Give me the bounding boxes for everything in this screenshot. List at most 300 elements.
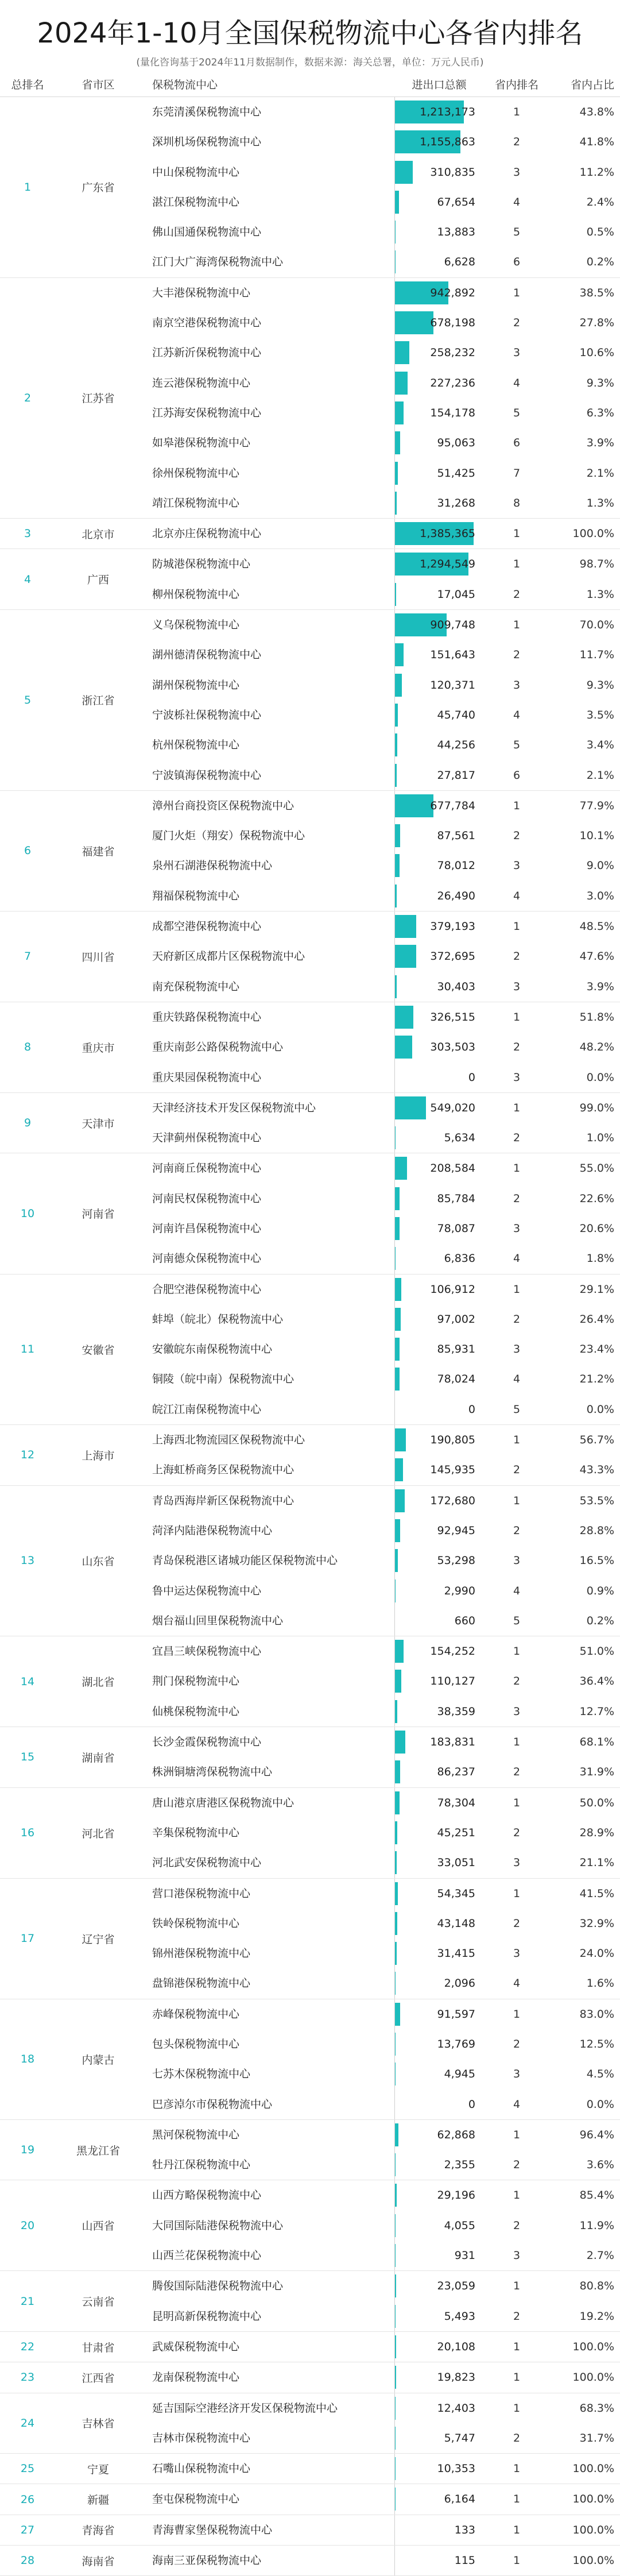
center-name: 赤峰保税物流中心 xyxy=(152,1999,239,2029)
center-name: 龙南保税物流中心 xyxy=(152,2362,239,2392)
bar-axis-line xyxy=(394,1425,395,1485)
province-group xyxy=(0,2180,620,2271)
province-share: 9.0% xyxy=(551,851,614,880)
group-total-rank: 24 xyxy=(0,2393,55,2454)
province-rank: 1 xyxy=(494,1425,540,1455)
center-name: 漳州台商投资区保税物流中心 xyxy=(152,791,294,821)
province-rank: 1 xyxy=(494,2271,540,2301)
trade-value: 2,096 xyxy=(395,1968,475,1998)
province-group xyxy=(0,2393,620,2454)
group-province: 海南省 xyxy=(55,2546,141,2575)
trade-value: 660 xyxy=(395,1606,475,1636)
group-province: 安徽省 xyxy=(55,1275,141,1424)
table-row xyxy=(0,338,620,368)
center-name: 上海西北物流园区保税物流中心 xyxy=(152,1425,305,1455)
bar-axis-line xyxy=(394,2393,395,2454)
trade-value: 0 xyxy=(395,1395,475,1424)
province-share: 26.4% xyxy=(551,1304,614,1334)
trade-value: 27,817 xyxy=(395,760,475,790)
province-share: 53.5% xyxy=(551,1486,614,1516)
province-share: 1.0% xyxy=(551,1123,614,1153)
province-rank: 1 xyxy=(494,2546,540,2575)
center-name: 中山保税物流中心 xyxy=(152,157,239,187)
group-province: 辽宁省 xyxy=(55,1879,141,1999)
table-row xyxy=(0,488,620,518)
province-rank: 4 xyxy=(494,187,540,217)
province-share: 51.0% xyxy=(551,1636,614,1666)
trade-value: 133 xyxy=(395,2515,475,2545)
center-name: 深圳机场保税物流中心 xyxy=(152,127,261,157)
province-share: 31.7% xyxy=(551,2423,614,2453)
province-share: 68.1% xyxy=(551,1727,614,1757)
bar-axis-line xyxy=(394,1727,395,1787)
province-share: 38.5% xyxy=(551,278,614,308)
trade-value: 154,178 xyxy=(395,398,475,428)
province-rank: 4 xyxy=(494,1968,540,1998)
province-rank: 6 xyxy=(494,428,540,458)
province-rank: 3 xyxy=(494,1334,540,1364)
province-share: 50.0% xyxy=(551,1788,614,1818)
center-name: 如皋港保税物流中心 xyxy=(152,428,250,458)
trade-value: 326,515 xyxy=(395,1002,475,1032)
group-total-rank: 8 xyxy=(0,1002,55,1092)
province-rank: 3 xyxy=(494,1546,540,1575)
province-share: 99.0% xyxy=(551,1093,614,1123)
province-share: 3.6% xyxy=(551,2150,614,2180)
table-row xyxy=(0,157,620,187)
province-rank: 3 xyxy=(494,851,540,880)
bar-axis-line xyxy=(394,2454,395,2484)
province-rank: 1 xyxy=(494,278,540,308)
center-name: 荆门保税物流中心 xyxy=(152,1666,239,1696)
group-total-rank: 14 xyxy=(0,1636,55,1727)
trade-value: 931 xyxy=(395,2241,475,2270)
trade-value: 38,359 xyxy=(395,1697,475,1727)
province-share: 85.4% xyxy=(551,2180,614,2210)
center-name: 天府新区成都片区保税物流中心 xyxy=(152,941,305,971)
group-province: 云南省 xyxy=(55,2271,141,2331)
province-share: 41.5% xyxy=(551,1879,614,1909)
center-name: 海南三亚保税物流中心 xyxy=(152,2546,261,2575)
trade-value: 942,892 xyxy=(395,278,475,308)
group-total-rank: 17 xyxy=(0,1879,55,1999)
group-province: 山东省 xyxy=(55,1486,141,1636)
table-row xyxy=(0,2332,620,2362)
trade-value: 208,584 xyxy=(395,1153,475,1183)
province-share: 100.0% xyxy=(551,2454,614,2484)
group-total-rank: 7 xyxy=(0,912,55,1002)
province-share: 100.0% xyxy=(551,2484,614,2514)
trade-value: 91,597 xyxy=(395,1999,475,2029)
center-name: 天津蓟州保税物流中心 xyxy=(152,1123,261,1153)
province-share: 0.2% xyxy=(551,247,614,277)
trade-value: 17,045 xyxy=(395,580,475,609)
province-rank: 7 xyxy=(494,458,540,488)
trade-value: 19,823 xyxy=(395,2362,475,2392)
province-group xyxy=(0,1788,620,1879)
group-province: 宁夏 xyxy=(55,2454,141,2484)
header-total-rank: 总排名 xyxy=(0,74,55,96)
province-share: 29.1% xyxy=(551,1275,614,1304)
province-share: 96.4% xyxy=(551,2120,614,2150)
center-name: 南充保税物流中心 xyxy=(152,972,239,1002)
trade-value: 190,805 xyxy=(395,1425,475,1455)
center-name: 山西方略保税物流中心 xyxy=(152,2180,261,2210)
province-share: 41.8% xyxy=(551,127,614,157)
trade-value: 5,634 xyxy=(395,1123,475,1153)
province-share: 100.0% xyxy=(551,2546,614,2575)
center-name: 牡丹江保税物流中心 xyxy=(152,2150,250,2180)
group-province: 天津市 xyxy=(55,1093,141,1153)
province-rank: 3 xyxy=(494,338,540,368)
center-name: 黑河保税物流中心 xyxy=(152,2120,239,2150)
province-share: 3.5% xyxy=(551,700,614,730)
table-row xyxy=(0,2271,620,2301)
bar-axis-line xyxy=(394,2484,395,2514)
province-rank: 1 xyxy=(494,2393,540,2423)
table-row xyxy=(0,1123,620,1153)
trade-value: 5,493 xyxy=(395,2301,475,2331)
center-name: 吉林市保税物流中心 xyxy=(152,2423,250,2453)
table-row xyxy=(0,1636,620,1666)
province-share: 21.1% xyxy=(551,1848,614,1878)
table-row xyxy=(0,2029,620,2059)
province-rank: 2 xyxy=(494,580,540,609)
trade-value: 20,108 xyxy=(395,2332,475,2362)
trade-value: 78,024 xyxy=(395,1364,475,1394)
province-share: 11.7% xyxy=(551,640,614,670)
center-name: 仙桃保税物流中心 xyxy=(152,1697,239,1727)
province-rank: 5 xyxy=(494,217,540,247)
province-rank: 1 xyxy=(494,1153,540,1183)
province-share: 0.9% xyxy=(551,1576,614,1606)
table-row xyxy=(0,730,620,760)
trade-value: 151,643 xyxy=(395,640,475,670)
table-row xyxy=(0,278,620,308)
province-rank: 2 xyxy=(494,1184,540,1214)
center-name: 重庆南彭公路保税物流中心 xyxy=(152,1032,283,1062)
province-share: 100.0% xyxy=(551,2362,614,2392)
province-rank: 1 xyxy=(494,1275,540,1304)
table-row xyxy=(0,640,620,670)
province-group xyxy=(0,2271,620,2332)
group-province: 福建省 xyxy=(55,791,141,911)
trade-value: 303,503 xyxy=(395,1032,475,1062)
table-row xyxy=(0,1455,620,1485)
bar-axis-line xyxy=(394,549,395,609)
group-total-rank: 12 xyxy=(0,1425,55,1485)
group-province: 甘肃省 xyxy=(55,2332,141,2362)
group-province: 北京市 xyxy=(55,519,141,549)
table-row xyxy=(0,791,620,821)
province-rank: 5 xyxy=(494,1606,540,1636)
trade-value: 33,051 xyxy=(395,1848,475,1878)
center-name: 青岛西海岸新区保税物流中心 xyxy=(152,1486,294,1516)
table-row xyxy=(0,1516,620,1546)
table-row xyxy=(0,428,620,458)
province-group xyxy=(0,2454,620,2484)
bar-axis-line xyxy=(394,1153,395,1273)
trade-value: 145,935 xyxy=(395,1455,475,1485)
trade-value: 13,883 xyxy=(395,217,475,247)
province-rank: 1 xyxy=(494,610,540,640)
group-total-rank: 2 xyxy=(0,278,55,518)
trade-value: 678,198 xyxy=(395,308,475,338)
group-total-rank: 11 xyxy=(0,1275,55,1424)
trade-value: 30,403 xyxy=(395,972,475,1002)
province-rank: 2 xyxy=(494,2150,540,2180)
center-name: 菏泽内陆港保税物流中心 xyxy=(152,1516,272,1546)
group-total-rank: 18 xyxy=(0,1999,55,2119)
table-row xyxy=(0,1576,620,1606)
table-row xyxy=(0,1243,620,1273)
group-total-rank: 3 xyxy=(0,519,55,549)
header-province: 省市区 xyxy=(55,74,141,96)
center-name: 佛山国通保税物流中心 xyxy=(152,217,261,247)
province-share: 0.0% xyxy=(551,2090,614,2119)
table-row xyxy=(0,1425,620,1455)
trade-value: 29,196 xyxy=(395,2180,475,2210)
center-name: 奎屯保税物流中心 xyxy=(152,2484,239,2514)
province-share: 43.8% xyxy=(551,97,614,127)
trade-value: 26,490 xyxy=(395,881,475,911)
trade-value: 1,385,365 xyxy=(395,519,475,549)
bar-axis-line xyxy=(394,1999,395,2119)
center-name: 成都空港保税物流中心 xyxy=(152,912,261,941)
province-rank: 5 xyxy=(494,730,540,760)
province-share: 100.0% xyxy=(551,519,614,549)
province-rank: 1 xyxy=(494,1636,540,1666)
center-name: 株洲铜塘湾保税物流中心 xyxy=(152,1757,272,1787)
table-row xyxy=(0,549,620,579)
bar-axis-line xyxy=(394,1636,395,1727)
trade-value: 227,236 xyxy=(395,368,475,398)
header-center: 保税物流中心 xyxy=(152,74,218,96)
province-share: 21.2% xyxy=(551,1364,614,1394)
group-province: 内蒙古 xyxy=(55,1999,141,2119)
center-name: 皖江江南保税物流中心 xyxy=(152,1395,261,1424)
province-rank: 4 xyxy=(494,2090,540,2119)
table-row xyxy=(0,2546,620,2575)
trade-value: 54,345 xyxy=(395,1879,475,1909)
province-group xyxy=(0,1999,620,2120)
table-row xyxy=(0,580,620,609)
trade-value: 53,298 xyxy=(395,1546,475,1575)
province-rank: 2 xyxy=(494,1516,540,1546)
group-province: 江西省 xyxy=(55,2362,141,2392)
province-rank: 1 xyxy=(494,1999,540,2029)
center-name: 巴彦淖尔市保税物流中心 xyxy=(152,2090,272,2119)
trade-value: 12,403 xyxy=(395,2393,475,2423)
province-share: 12.5% xyxy=(551,2029,614,2059)
center-name: 河南许昌保税物流中心 xyxy=(152,1214,261,1243)
province-rank: 1 xyxy=(494,1879,540,1909)
table-row xyxy=(0,2362,620,2392)
group-province: 广西 xyxy=(55,549,141,609)
group-province: 黑龙江省 xyxy=(55,2120,141,2180)
table-row xyxy=(0,1968,620,1998)
table-body xyxy=(0,97,620,2576)
province-share: 4.5% xyxy=(551,2059,614,2089)
province-rank: 3 xyxy=(494,1938,540,1968)
province-rank: 3 xyxy=(494,2059,540,2089)
bar-axis-line xyxy=(394,97,395,277)
trade-value: 172,680 xyxy=(395,1486,475,1516)
trade-value: 67,654 xyxy=(395,187,475,217)
center-name: 泉州石湖港保税物流中心 xyxy=(152,851,272,880)
group-total-rank: 26 xyxy=(0,2484,55,2514)
province-share: 1.3% xyxy=(551,580,614,609)
province-share: 23.4% xyxy=(551,1334,614,1364)
group-province: 吉林省 xyxy=(55,2393,141,2454)
table-header xyxy=(0,74,620,97)
province-share: 10.1% xyxy=(551,821,614,851)
table-row xyxy=(0,1364,620,1394)
center-name: 河南商丘保税物流中心 xyxy=(152,1153,261,1183)
header-share: 省内占比 xyxy=(551,74,614,96)
province-share: 11.2% xyxy=(551,157,614,187)
table-row xyxy=(0,458,620,488)
trade-value: 183,831 xyxy=(395,1727,475,1757)
trade-value: 62,868 xyxy=(395,2120,475,2150)
province-rank: 3 xyxy=(494,1214,540,1243)
trade-value: 106,912 xyxy=(395,1275,475,1304)
center-name: 上海虹桥商务区保税物流中心 xyxy=(152,1455,294,1485)
center-name: 天津经济技术开发区保税物流中心 xyxy=(152,1093,316,1123)
province-group xyxy=(0,1879,620,1999)
trade-value: 677,784 xyxy=(395,791,475,821)
table-row xyxy=(0,2454,620,2484)
center-name: 石嘴山保税物流中心 xyxy=(152,2454,250,2484)
group-total-rank: 13 xyxy=(0,1486,55,1636)
center-name: 靖江保税物流中心 xyxy=(152,488,239,518)
center-name: 铁岭保税物流中心 xyxy=(152,1909,239,1938)
center-name: 武威保税物流中心 xyxy=(152,2332,239,2362)
province-rank: 1 xyxy=(494,1002,540,1032)
province-rank: 3 xyxy=(494,2241,540,2270)
trade-value: 1,213,173 xyxy=(395,97,475,127)
center-name: 宜昌三峡保税物流中心 xyxy=(152,1636,261,1666)
province-share: 56.7% xyxy=(551,1425,614,1455)
province-share: 2.4% xyxy=(551,187,614,217)
center-name: 大丰港保税物流中心 xyxy=(152,278,250,308)
trade-value: 78,012 xyxy=(395,851,475,880)
center-name: 长沙金霞保税物流中心 xyxy=(152,1727,261,1757)
province-share: 83.0% xyxy=(551,1999,614,2029)
province-share: 100.0% xyxy=(551,2332,614,2362)
table-row xyxy=(0,1334,620,1364)
center-name: 包头保税物流中心 xyxy=(152,2029,239,2059)
trade-value: 92,945 xyxy=(395,1516,475,1546)
table-row xyxy=(0,127,620,157)
bar-axis-line xyxy=(394,2362,395,2392)
center-name: 安徽皖东南保税物流中心 xyxy=(152,1334,272,1364)
province-share: 55.0% xyxy=(551,1153,614,1183)
table-row xyxy=(0,1153,620,1183)
province-group xyxy=(0,2362,620,2393)
table-row xyxy=(0,2211,620,2241)
bar-axis-line xyxy=(394,912,395,1002)
bar-axis-line xyxy=(394,610,395,790)
trade-value: 85,931 xyxy=(395,1334,475,1364)
table-row xyxy=(0,2241,620,2270)
province-rank: 1 xyxy=(494,2332,540,2362)
table-row xyxy=(0,1546,620,1575)
province-rank: 4 xyxy=(494,1576,540,1606)
province-group xyxy=(0,912,620,1002)
group-province: 新疆 xyxy=(55,2484,141,2514)
province-rank: 4 xyxy=(494,881,540,911)
province-rank: 2 xyxy=(494,1818,540,1848)
province-group xyxy=(0,1425,620,1486)
center-name: 翔福保税物流中心 xyxy=(152,881,239,911)
table-row xyxy=(0,1002,620,1032)
province-rank: 1 xyxy=(494,2484,540,2514)
province-rank: 8 xyxy=(494,488,540,518)
province-rank: 3 xyxy=(494,1697,540,1727)
table-row xyxy=(0,247,620,277)
province-share: 0.0% xyxy=(551,1063,614,1092)
bar-axis-line xyxy=(394,2180,395,2270)
center-name: 南京空港保税物流中心 xyxy=(152,308,261,338)
trade-value: 2,990 xyxy=(395,1576,475,1606)
province-rank: 5 xyxy=(494,398,540,428)
province-rank: 2 xyxy=(494,127,540,157)
table-row xyxy=(0,1818,620,1848)
group-total-rank: 4 xyxy=(0,549,55,609)
province-share: 0.5% xyxy=(551,217,614,247)
province-share: 28.8% xyxy=(551,1516,614,1546)
province-rank: 6 xyxy=(494,247,540,277)
table-row xyxy=(0,1999,620,2029)
center-name: 河南德众保税物流中心 xyxy=(152,1243,261,1273)
province-rank: 1 xyxy=(494,2362,540,2392)
table-row xyxy=(0,700,620,730)
group-total-rank: 19 xyxy=(0,2120,55,2180)
trade-value: 909,748 xyxy=(395,610,475,640)
trade-value: 120,371 xyxy=(395,670,475,700)
province-rank: 3 xyxy=(494,1063,540,1092)
table-row xyxy=(0,1666,620,1696)
trade-value: 31,415 xyxy=(395,1938,475,1968)
center-name: 宁波镇海保税物流中心 xyxy=(152,760,261,790)
province-share: 24.0% xyxy=(551,1938,614,1968)
province-rank: 2 xyxy=(494,1757,540,1787)
province-group xyxy=(0,519,620,549)
table-row xyxy=(0,1395,620,1424)
province-rank: 2 xyxy=(494,2029,540,2059)
trade-value: 31,268 xyxy=(395,488,475,518)
group-province: 上海市 xyxy=(55,1425,141,1485)
center-name: 防城港保税物流中心 xyxy=(152,549,250,579)
province-share: 2.1% xyxy=(551,760,614,790)
group-total-rank: 20 xyxy=(0,2180,55,2270)
center-name: 合肥空港保税物流中心 xyxy=(152,1275,261,1304)
table-row xyxy=(0,610,620,640)
province-rank: 4 xyxy=(494,700,540,730)
province-rank: 2 xyxy=(494,941,540,971)
province-rank: 2 xyxy=(494,1032,540,1062)
province-rank: 2 xyxy=(494,640,540,670)
center-name: 连云港保税物流中心 xyxy=(152,368,250,398)
header-value: 进出口总额 xyxy=(402,74,476,96)
province-group xyxy=(0,2515,620,2546)
province-share: 1.3% xyxy=(551,488,614,518)
table-row xyxy=(0,1032,620,1062)
bar-axis-line xyxy=(394,519,395,549)
center-name: 河南民权保税物流中心 xyxy=(152,1184,261,1214)
bar-axis-line xyxy=(394,1275,395,1424)
